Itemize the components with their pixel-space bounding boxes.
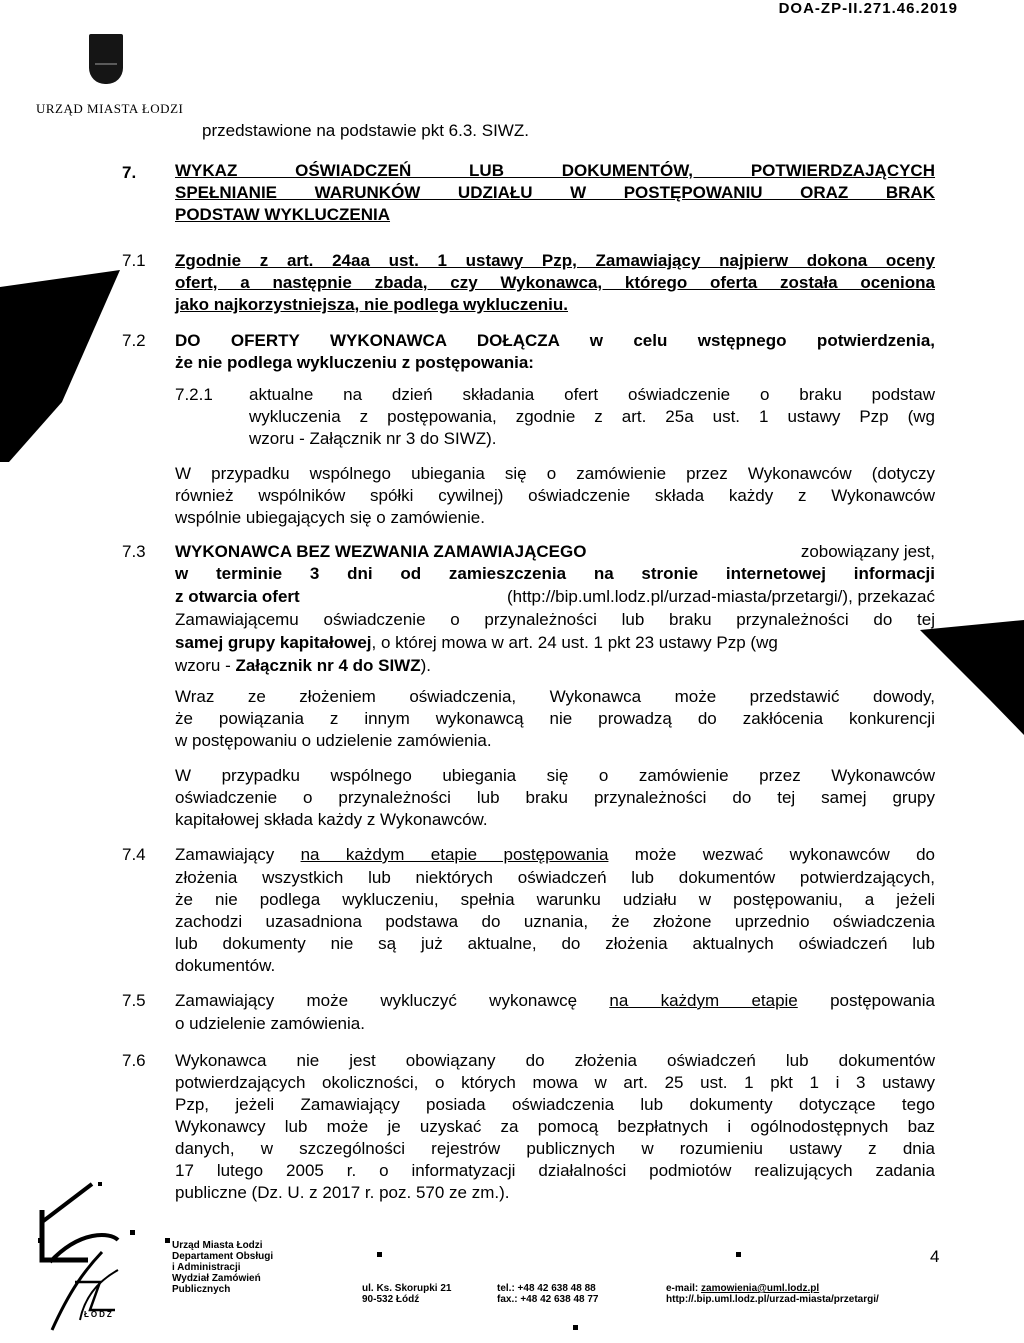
footer-dept-line: Departament Obsługi [172, 1251, 274, 1262]
paragraph-line: oświadczenie o przynależności lub braku przynależności do tej samej grupy [175, 788, 935, 807]
section-7-4-subject: Zamawiający [175, 845, 301, 864]
section-7-2-line: DO OFERTY WYKONAWCA DOŁĄCZA w celu wstępnego potwierdzenia, [175, 331, 935, 350]
section-7-5-line-1 [175, 990, 935, 1012]
section-7-3-line-4: Zamawiającemu oświadczenie o przynależności lub braku przynależności do tej [175, 610, 935, 629]
section-7-5-number: 7.5 [122, 991, 146, 1010]
joint-bid-paragraph [175, 463, 935, 529]
annex-4-reference: Załącznik nr 4 do SIWZ [235, 656, 421, 675]
organization-name: URZĄD MIASTA ŁODZI [36, 101, 184, 116]
section-7-1-line: Zgodnie z art. 24aa ust. 1 ustawy Pzp, Zamawiający najpierw dokona oceny [175, 251, 935, 270]
section-7-1-text [175, 250, 935, 316]
footer-dept-line: Wydział Zamówień [172, 1273, 261, 1284]
section-7-4-line-1-rest: może wezwać wykonawców do [608, 845, 936, 864]
section-7-3-heading: WYKONAWCA BEZ WEZWANIA ZAMAWIAJĄCEGO [175, 542, 587, 561]
section-7-title-line: SPEŁNIANIE WARUNKÓW UDZIAŁU W POSTĘPOWANIU ORAZ BRAK [175, 183, 935, 202]
section-7-6-line: publiczne (Dz. U. z 2017 r. poz. 570 ze zm.). [175, 1183, 510, 1202]
section-7-1-line: jako najkorzystniejsza, nie podlega wykluczeniu. [175, 295, 569, 314]
paragraph-line: W przypadku wspólnego ubiegania się o zamówienie przez Wykonawców (dotyczy [175, 464, 935, 483]
section-7-3-line-2: w terminie 3 dni od zamieszczenia na stronie internetowej informacji [175, 564, 935, 583]
capital-group-term: samej grupy kapitałowej [175, 633, 372, 652]
section-7-3-url-text: (http://bip.uml.lodz.pl/urzad-miasta/przetargi/), przekazać [506, 587, 935, 606]
section-7-3-line-3 [175, 586, 935, 608]
footer-address [362, 1283, 451, 1305]
section-7-6-text [175, 1050, 935, 1204]
evidence-paragraph [175, 686, 935, 752]
section-7-5-subject: Zamawiający może wykluczyć wykonawcę [175, 991, 610, 1010]
footer-bullet [377, 1252, 382, 1257]
section-7-4-number: 7.4 [122, 845, 146, 864]
footer-department [172, 1240, 273, 1295]
section-7-2-1-line: aktualne na dzień składania ofert oświadczenie o braku podstaw [249, 385, 935, 404]
section-7-4-line: że nie podlega wykluczeniu, spełnia warunku udziału w postępowaniu, a jeżeli [175, 890, 935, 909]
footer-tel: tel.: +48 42 638 48 88 [497, 1283, 596, 1294]
section-7-title [175, 160, 935, 226]
footer-email-link[interactable]: zamowienia@uml.lodz.pl [701, 1283, 820, 1294]
section-7-3-line-5 [175, 632, 778, 654]
paragraph-line: wspólnie ubiegających się o zamówienie. [175, 508, 485, 527]
section-7-4-line-1 [175, 844, 935, 866]
section-7-1-number: 7.1 [122, 251, 146, 270]
footer-contact [666, 1283, 879, 1305]
section-7-6-number: 7.6 [122, 1051, 146, 1070]
footer-city: 90-532 Łódź [362, 1294, 420, 1305]
section-7-2-line: że nie podlega wykluczeniu z postępowania: [175, 353, 534, 372]
section-7-4-line: złożenia wszystkich lub niektórych oświadczeń lub dokumentów potwierdzających, [175, 868, 935, 887]
section-7-5-line-2: o udzielenie zamówienia. [175, 1014, 365, 1033]
section-7-3-obligation: zobowiązany jest, [800, 542, 935, 561]
section-7-5-line-1-rest: postępowania [797, 991, 935, 1010]
section-7-6-line: danych, w szczególności rejestrów publicznych w rozumieniu ustawy z dnia [175, 1139, 935, 1158]
footer-dept-line: i Administracji [172, 1262, 241, 1273]
section-7-2-text [175, 330, 935, 374]
section-7-2-1-text [249, 384, 935, 450]
document-reference: DOA-ZP-II.271.46.2019 [778, 0, 958, 17]
section-7-number: 7. [122, 163, 137, 182]
footer-street: ul. Ks. Skorupki 21 [362, 1283, 452, 1294]
section-7-3-line-6 [175, 655, 431, 677]
section-7-3-line-6-prefix: wzoru - [175, 656, 236, 675]
section-7-2-1-number: 7.2.1 [175, 385, 213, 404]
section-7-3-line-1 [175, 541, 935, 563]
paragraph-line: Wraz ze złożeniem oświadczenia, Wykonawca może przedstawić dowody, [175, 687, 935, 706]
section-7-title-line: WYKAZ OŚWIADCZEŃ LUB DOKUMENTÓW, POTWIERDZAJĄCYCH [175, 161, 935, 180]
any-stage-phrase: na każdym etapie [609, 991, 798, 1010]
section-7-1-line: ofert, a następnie zbada, czy Wykonawca, którego oferta została oceniona [175, 273, 935, 292]
section-7-4-line: dokumentów. [175, 956, 276, 975]
footer-email-label: e-mail: [666, 1283, 702, 1294]
footer-fax: fax.: +48 42 638 48 77 [497, 1294, 599, 1305]
section-7-2-number: 7.2 [122, 331, 146, 350]
section-7-6-line: Wykonawcy lub może je uzyskać za pomocą bezpłatnych i ogólnodostępnych baz [175, 1117, 935, 1136]
footer-bullet [165, 1238, 170, 1243]
section-7-6-line: potwierdzających okoliczności, o których mowa w art. 25 ust. 1 pkt 1 i 3 ustawy [175, 1073, 935, 1092]
section-7-4-line: lub dokumenty nie są już aktualne, do złożenia aktualnych oświadczeń lub [175, 934, 935, 953]
section-7-3-opening: z otwarcia ofert [175, 587, 300, 606]
section-7-6-line: 17 lutego 2005 r. o informatyzacji działalności podmiotów realizujących zadania [175, 1161, 935, 1180]
any-stage-phrase: na każdym etapie postępowania [300, 845, 609, 864]
footer-dept-line: Publicznych [172, 1284, 231, 1295]
footer-bullet [736, 1252, 741, 1257]
section-7-title-line: PODSTAW WYKLUCZENIA [175, 205, 391, 224]
capital-group-joint-paragraph [175, 765, 935, 831]
footer-dept-line: Urząd Miasta Łodzi [172, 1240, 263, 1251]
footer-website-link[interactable]: http://.bip.uml.lodz.pl/urzad-miasta/przetargi/ [666, 1294, 879, 1305]
section-7-2-1-line: wzoru - Załącznik nr 3 do SIWZ). [249, 429, 497, 448]
intro-text: przedstawione na podstawie pkt 6.3. SIWZ. [202, 121, 529, 140]
paragraph-line: w postępowaniu o udzielenie zamówienia. [175, 731, 492, 750]
section-7-6-line: Pzp, jeżeli Zamawiający posiada oświadczenia lub dokumenty dotyczące tego [175, 1095, 935, 1114]
section-7-4-text [175, 867, 935, 977]
section-7-3-number: 7.3 [122, 542, 146, 561]
paragraph-line: W przypadku wspólnego ubiegania się o zamówienie przez Wykonawców [175, 766, 935, 785]
section-7-6-line: Wykonawca nie jest obowiązany do złożenia oświadczeń lub dokumentów [175, 1051, 935, 1070]
logo-wordmark: ŁÓDŹ [84, 1310, 114, 1319]
footer-phone [497, 1283, 598, 1305]
section-7-3-line-5-rest: , o której mowa w art. 24 ust. 1 pkt 23 ustawy Pzp (wg [371, 633, 778, 652]
section-7-2-1-line: wykluczenia z postępowania, zgodnie z art. 25a ust. 1 ustawy Pzp (wg [249, 407, 935, 426]
section-7-3-line-6-end: ). [420, 656, 431, 675]
page-number: 4 [930, 1247, 940, 1266]
paragraph-line: że powiązania z innym wykonawcą nie prowadzą do zakłócenia konkurencji [175, 709, 935, 728]
paragraph-line: również wspólników spółki cywilnej) oświadczenie składa każdy z Wykonawców [175, 486, 935, 505]
section-7-4-line: zachodzi uzasadniona podstawa do uznania, że złożone uprzednio oświadczenia [175, 912, 935, 931]
paragraph-line: kapitałowej składa każdy z Wykonawców. [175, 810, 488, 829]
footer-bullet [573, 1325, 578, 1330]
